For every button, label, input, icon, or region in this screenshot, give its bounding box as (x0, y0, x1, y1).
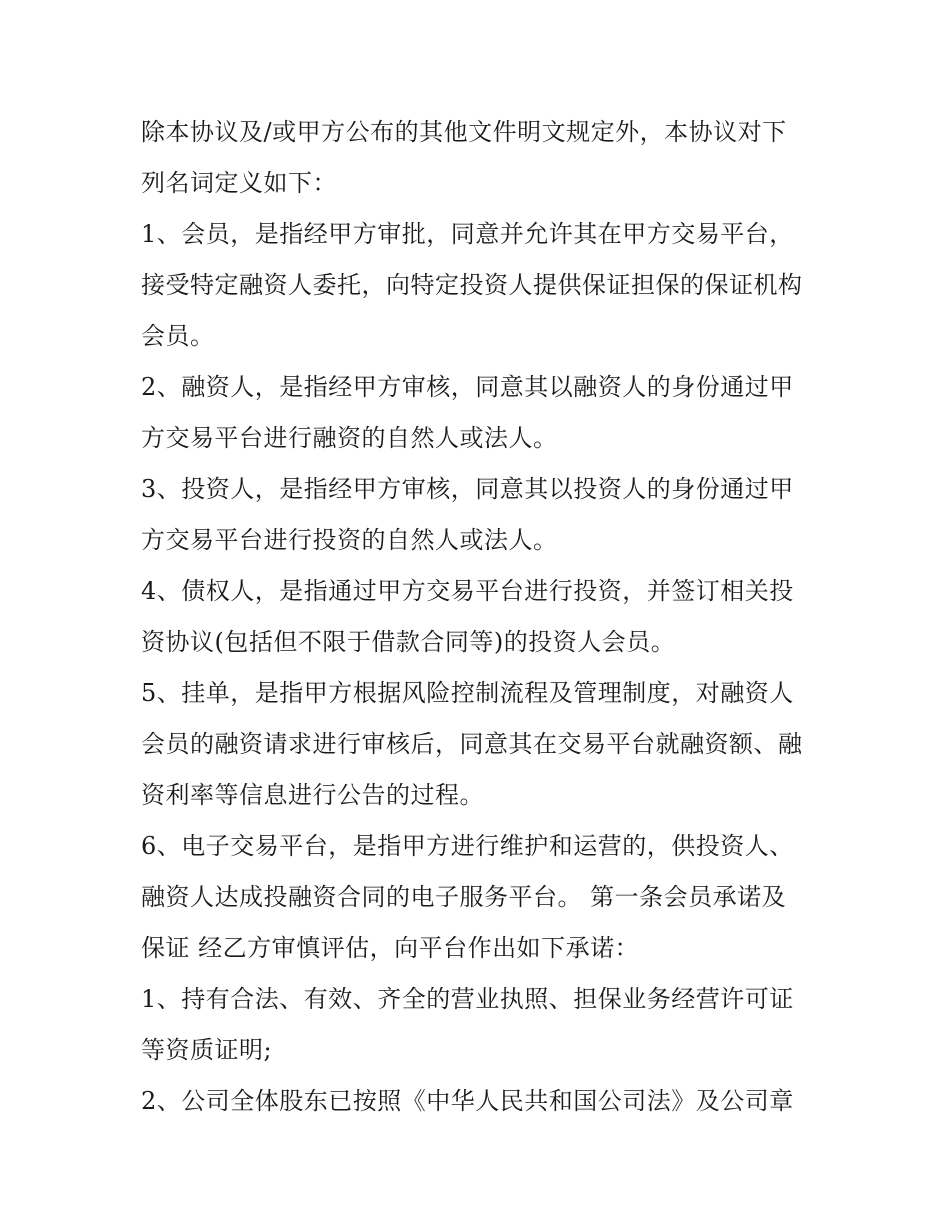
text-line: 1、持有合法、有效、齐全的营业执照、担保业务经营许可证 (141, 985, 794, 1013)
text-line: 2、融资人，是指经甲方审核，同意其以融资人的身份通过甲 (141, 373, 794, 401)
text-line: 5、挂单，是指甲方根据风险控制流程及管理制度，对融资人 (141, 679, 794, 707)
text-line: 会员的融资请求进行审核后，同意其在交易平台就融资额、融 (141, 730, 803, 758)
text-line: 除本协议及/或甲方公布的其他文件明文规定外，本协议对下 (141, 118, 787, 146)
text-line: 方交易平台进行融资的自然人或法人。 (141, 424, 558, 452)
text-line: 6、电子交易平台，是指甲方进行维护和运营的，供投资人、 (141, 832, 794, 860)
text-line: 4、债权人，是指通过甲方交易平台进行投资，并签订相关投 (141, 577, 794, 605)
text-line: 列名词定义如下： (141, 169, 337, 197)
document-body (141, 107, 821, 1127)
text-line: 1、会员，是指经甲方审批，同意并允许其在甲方交易平台， (141, 220, 794, 248)
text-line: 资利率等信息进行公告的过程。 (141, 781, 484, 809)
text-line: 接受特定融资人委托，向特定投资人提供保证担保的保证机构 (141, 271, 803, 299)
text-line: 资协议(包括但不限于借款合同等)的投资人会员。 (141, 628, 676, 656)
text-line: 会员。 (141, 322, 215, 350)
text-line: 2、公司全体股东已按照《中华人民共和国公司法》及公司章 (141, 1087, 794, 1115)
text-line: 保证 经乙方审慎评估，向平台作出如下承诺： (141, 934, 640, 962)
text-line: 融资人达成投融资合同的电子服务平台。 第一条会员承诺及 (141, 883, 787, 911)
text-line: 方交易平台进行投资的自然人或法人。 (141, 526, 558, 554)
text-line: 等资质证明; (141, 1036, 273, 1064)
text-line: 3、投资人，是指经甲方审核，同意其以投资人的身份通过甲 (141, 475, 794, 503)
